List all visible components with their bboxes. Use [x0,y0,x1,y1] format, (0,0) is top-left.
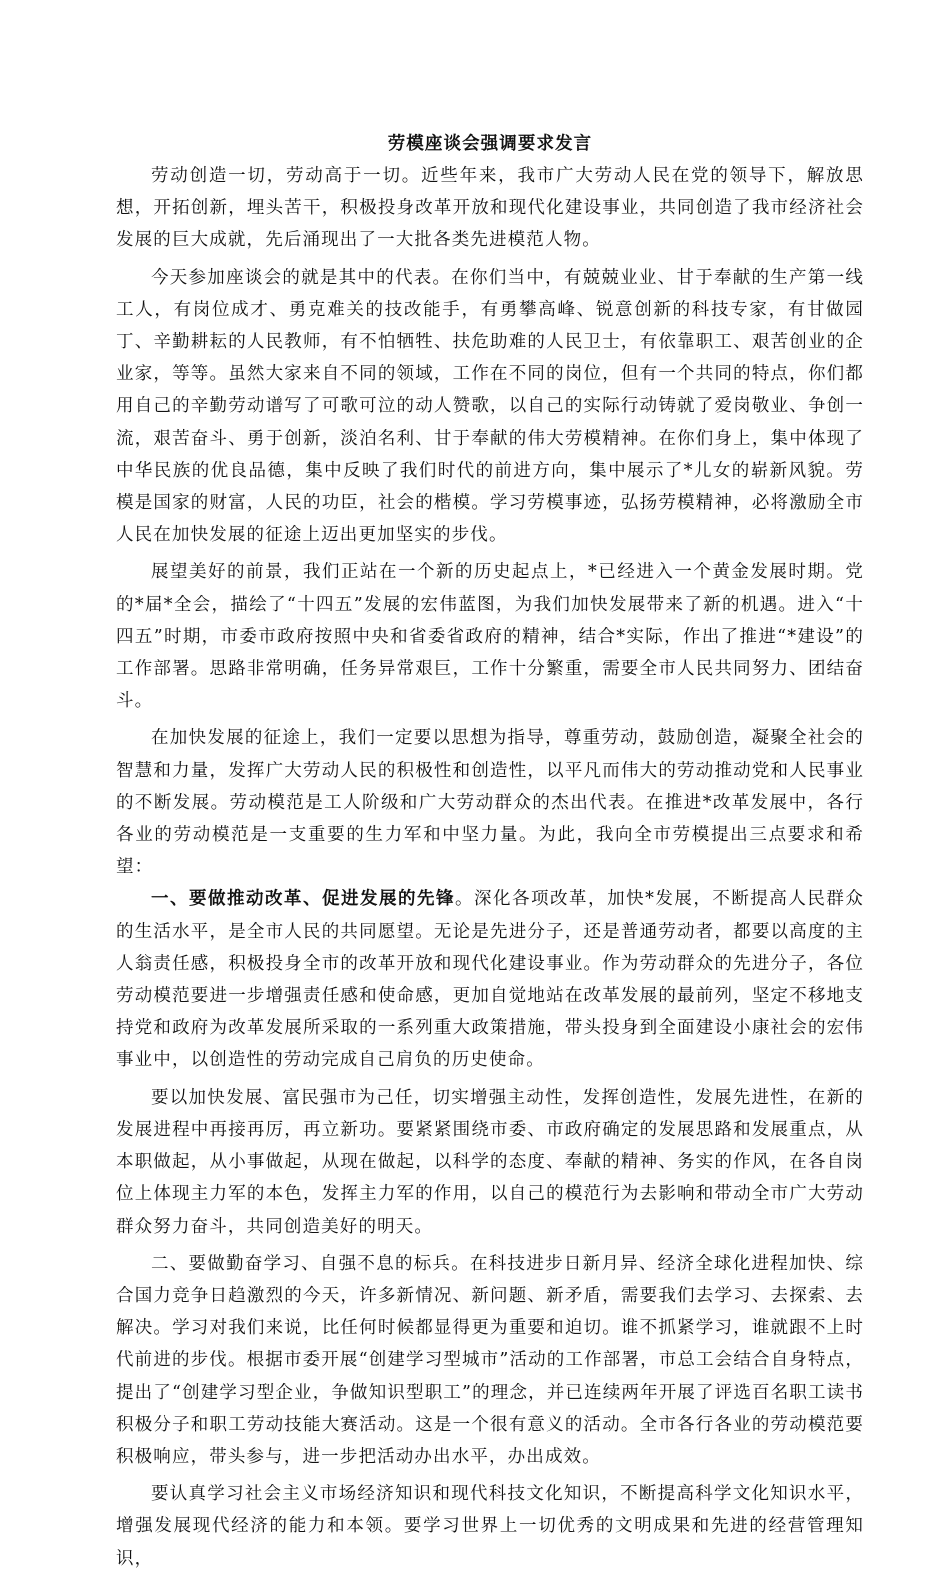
paragraph-2: 今天参加座谈会的就是其中的代表。在你们当中，有兢兢业业、甘于奉献的生产第一线工人，有岗位成才、勇克难关的技改能手，有勇攀高峰、锐意创新的科技专家，有甘做园丁、辛勤耕耘的人民教师，有不怕牺牲、扶危助难的人民卫士，有依靠职工、艰苦创业的企业家，等等。虽然大家来自不同的领域，工作在不同的岗位，但有一个共同的特点，你们都用自己的辛勤劳动谱写了可歌可泣的动人赞歌，以自己的实际行动铸就了爱岗敬业、争创一流，艰苦奋斗、勇于创新，淡泊名利、甘于奉献的伟大劳模精神。在你们身上，集中体现了中华民族的优良品德，集中反映了我们时代的前进方向，集中展示了*儿女的崭新风貌。劳模是国家的财富，人民的功臣，社会的楷模。学习劳模事迹，弘扬劳模精神，必将激励全市人民在加快发展的征途上迈出更加坚实的步伐。 [116,267,864,546]
paragraph-7: 二、要做勤奋学习、自强不息的标兵。在科技进步日新月异、经济全球化进程加快、综合国力竞争日趋激烈的今天，许多新情况、新问题、新矛盾，需要我们去学习、去探索、去解决。学习对我们来说，比任何时候都显得更为重要和迫切。谁不抓紧学习，谁就跟不上时代前进的步伐。根据市委开展“创建学习型城市”活动的工作部署，市总工会结合自身特点，提出了“创建学习型企业，争做知识型职工”的理念，并已连续两年开展了评选百名职工读书积极分子和职工劳动技能大赛活动。这是一个很有意义的活动。全市各行各业的劳动模范要积极响应，带头参与，进一步把活动办出水平，办出成效。 [116,1253,864,1467]
paragraph-6: 要以加快发展、富民强市为己任，切实增强主动性，发挥创造性，发展先进性，在新的发展进程中再接再厉，再立新功。要紧紧围绕市委、市政府确定的发展思路和发展重点，从本职做起，从小事做起，从现在做起，以科学的态度、奉献的精神、务实的作风，在各自岗位上体现主力军的本色，发挥主力军的作用，以自己的模范行为去影响和带动全市广大劳动群众努力奋斗，共同创造美好的明天。 [116,1087,864,1237]
paragraph-3: 展望美好的前景，我们正站在一个新的历史起点上，*已经进入一个黄金发展时期。党的*届*全会，描绘了“十四五”发展的宏伟蓝图，为我们加快发展带来了新的机遇。进入“十四五”时期，市委市政府按照中央和省委省政府的精神，结合*实际，作出了推进“*建设”的工作部署。思路非常明确，任务异常艰巨，工作十分繁重，需要全市人民共同努力、团结奋斗。 [116,562,864,712]
paragraph-8: 要认真学习社会主义市场经济知识和现代科技文化知识，不断提高科学文化知识水平，增强发展现代经济的能力和本领。要学习世界上一切优秀的文明成果和先进的经营管理知识， [116,1484,864,1569]
section-1-text: 。深化各项改革，加快*发展，不断提高人民群众的生活水平，是全市人民的共同愿望。无论是先进分子，还是普通劳动者，都要以高度的主人翁责任感，积极投身全市的改革开放和现代化建设事业。作为劳动群众的先进分子，各位劳动模范要进一步增强责任感和使命感，更加自觉地站在改革发展的最前列，坚定不移地支持党和政府为改革发展所采取的一系列重大政策措施，带头投身到全面建设小康社会的宏伟事业中，以创造性的劳动完成自己肩负的历史使命。 [116,889,864,1071]
paragraph-4: 在加快发展的征途上，我们一定要以思想为指导，尊重劳动，鼓励创造，凝聚全社会的智慧和力量，发挥广大劳动人民的积极性和创造性，以平凡而伟大的劳动推动党和人民事业的不断发展。劳动模范是工人阶级和广大劳动群众的杰出代表。在推进*改革发展中，各行各业的劳动模范是一支重要的生力军和中坚力量。为此，我向全市劳模提出三点要求和希望： [116,728,864,878]
section-1-paragraph [116,883,864,1076]
paragraph-1: 劳动创造一切，劳动高于一切。近些年来，我市广大劳动人民在党的领导下，解放思想，开拓创新，埋头苦干，积极投身改革开放和现代化建设事业，共同创造了我市经济社会发展的巨大成就，先后涌现出了一大批各类先进模范人物。 [116,166,864,251]
section-1-heading: 一、要做推动改革、促进发展的先锋 [151,889,456,910]
document-title: 劳模座谈会强调要求发言 [387,134,593,154]
document-page [116,128,864,1575]
